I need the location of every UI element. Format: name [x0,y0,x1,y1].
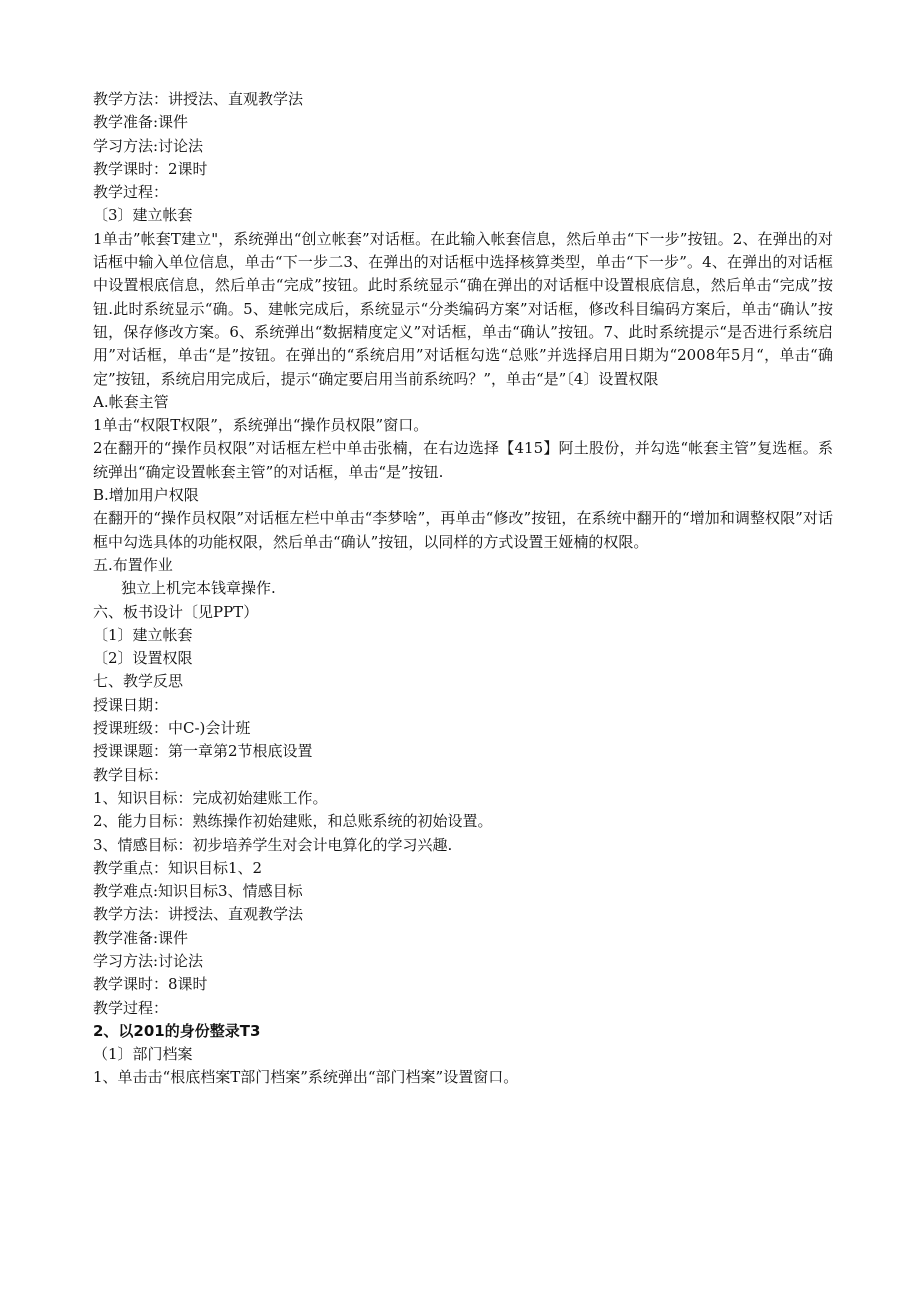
section-heading: 2、以201的身份整录T3 [93,1021,261,1040]
lesson-two-lines [93,694,833,1020]
text-line: 〔3〕建立帐套 [93,206,193,225]
text-line: 教学过程： [93,998,169,1017]
list-item: 〔2〕设置权限 [93,649,193,668]
section-heading: B.增加用户权限 [93,486,199,505]
text-line: 授课课题：第一章第2节根底设置 [93,742,313,761]
text-line: 学习方法:讨论法 [93,136,204,155]
section-heading: 七、教学反思 [93,672,184,691]
section-heading: （1〕部门档案 [93,1045,193,1064]
text-line: 教学重点：知识目标1、2 [93,858,263,877]
text-line: 独立上机完本钱章操作. [121,579,276,598]
text-line: 学习方法:讨论法 [93,951,204,970]
text-line: 1单击“权限T权限”，系统弹出“操作员权限”窗口。 [93,416,429,435]
paragraph-user-permissions: 在翻开的“操作员权限”对话框左栏中单击“李梦啥”，再单击“修改”按钮，在系统中翻开的“增加和调整权限”对话框中勾选具体的功能权限，然后单击“确认”按钮，以同样的方式设置王娅楠的权限。 [93,509,833,551]
text-line: 1、知识目标：完成初始建账工作。 [93,788,328,807]
section-heading: 六、板书设计〔见PPT） [93,602,259,621]
text-line: 授课日期： [93,695,169,714]
text-line: 教学方法：讲授法、直观教学法 [93,90,304,108]
text-line: 教学准备:课件 [93,928,189,947]
text-line: 授课班级：中C-)会计班 [93,719,251,738]
text-line: 教学难点:知识目标3、情感目标 [93,882,303,901]
paragraph-account-manager: 2在翻开的“操作员权限”对话框左栏中单击张楠，在右边选择【415】阿土股份，并勾选“帐套主管”复选框。系统弹出“确定设置帐套主管”的对话框，单击“是”按钮. [93,439,833,481]
text-line: 3、情感目标：初步培养学生对会计电算化的学习兴趣. [93,835,453,854]
text-line: 教学课时：2课时 [93,159,208,178]
text-line: 教学目标： [93,765,169,784]
text-line: 2、能力目标：熟练操作初始建账，和总账系统的初始设置。 [93,812,493,831]
text-line: 教学准备:课件 [93,113,189,132]
document-page [93,88,833,1090]
section-heading: 五.布置作业 [93,555,173,574]
section-heading: A.帐套主管 [93,392,169,411]
text-line: 教学过程： [93,183,169,202]
list-item: 〔1〕建立帐套 [93,625,193,644]
top-lines [93,88,833,228]
paragraph-setup-account: 1单击”帐套T建立"，系统弹出“创立帐套”对话框。在此输入帐套信息，然后单击“下一步”按钮。2、在弹出的对话框中输入单位信息，单击“下一步二3、在弹出的对话框中选择核算类型，单击“下一步”。4、在弹出的对话框中设置根底信息，然后单击“完成”按钮。此时系统显示“确在弹出的对话框中设置根底信息，然后单击“完成”按钮.此时系统显示“确。5、建帐完成后，系统显示“分类编码方案”对话框，修改科目编码方案后，单击“确认”按钮，保存修改方案。6、系统弹出“数据精度定义”对话框，单击“确认”按钮。7、此时系统提示“是否进行系统启用”对话框，单击“是”按钮。在弹出的“系统启用”对话框勾选“总账”并选择启用日期为“2008年5月“，单击“确定”按钮，系统启用完成后，提示“确定要启用当前系统吗？”，单击“是”〔4〕设置权限 [93,229,833,388]
text-line: 1、单击击“根底档案T部门档案”系统弹出“部门档案”设置窗口。 [93,1068,519,1087]
text-line: 教学课时：8课时 [93,975,208,994]
text-line: 教学方法：讲授法、直观教学法 [93,905,304,924]
